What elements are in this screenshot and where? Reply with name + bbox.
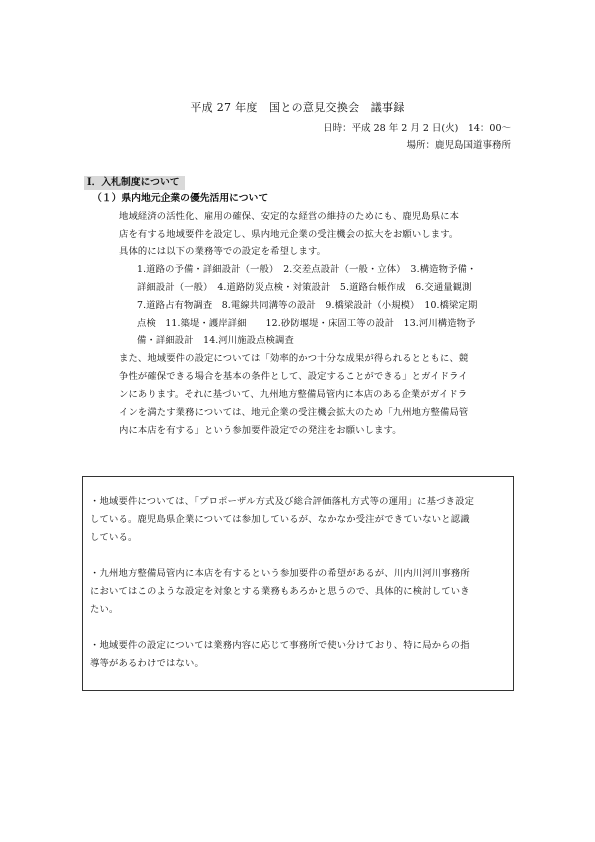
subsection-heading: （１）県内地元企業の優先活用について: [92, 193, 269, 204]
service-list-line: 7.道路占有物調査 8.電線共同溝等の設計 9.橋梁設計（小規模） 10.橋梁定期: [137, 300, 478, 311]
document-title: 平成 27 年度 国との意見交換会 議事録: [190, 101, 405, 114]
response-line: ・地域要件の設定については業務内容に応じて事務所で使い分けており、特に局からの指: [90, 640, 470, 651]
body-line: インを満たす業務については、地元企業の受注機会拡大のため「九州地方整備局管: [119, 407, 469, 418]
body-line: 地域経済の活性化、雇用の確保、安定的な経営の維持のためにも、鹿児島県に本: [119, 211, 460, 222]
service-list-line: 備・詳細設計 14.河川施設点検調査: [137, 335, 294, 346]
response-line: においてはこのような設定を対象とする業務もあろかと思うので、具体的に検討していき: [90, 586, 470, 597]
meeting-date: 日時：平成 28 年 2 月 2 日(火) 14：00～: [323, 123, 511, 134]
response-line: たい。: [90, 604, 119, 615]
meeting-place: 場所：鹿児島国道事務所: [406, 140, 511, 151]
body-line: 具体的には以下の業務等での設定を希望します。: [119, 246, 327, 257]
service-list-line: 詳細設計（一般） 4.道路防災点検・対策設計 5.道路台帳作成 6.交通量観測: [137, 282, 472, 293]
body-line: 店を有する地域要件を設定し、県内地元企業の受注機会の拡大をお願いします。: [119, 229, 459, 240]
body-line: 争性が確保できる場合を基本の条件として、設定することができる」とガイドライ: [119, 371, 468, 382]
section-heading: I．入札制度について: [84, 176, 185, 190]
body-line: ンにあります。それに基づいて、九州地方整備局管内に本店のある企業がガイドラ: [119, 389, 468, 400]
service-list-line: 点検 11.築堤・護岸詳細 12.砂防堰堤・床固工等の設計 13.河川構造物予: [137, 318, 476, 329]
body-line: また、地域要件の設定については「効率的かつ十分な成果が得られるとともに、競: [119, 353, 469, 364]
response-line: 導等があるわけではない。: [90, 658, 204, 669]
response-line: ・地域要件については、「プロポーザル方式及び総合評価落札方式等の運用」に基づき設定: [90, 496, 475, 507]
response-line: している。鹿児島県企業については参加しているが、なかなか受注ができていないと認識: [90, 514, 470, 525]
response-line: ・九州地方整備局管内に本店を有するという参加要件の希望があるが、川内川河川事務所: [90, 568, 470, 579]
body-line: 内に本店を有する」という参加要件設定での発注をお願いします。: [119, 425, 402, 436]
response-line: している。: [90, 532, 138, 543]
service-list-line: 1.道路の予備・詳細設計（一般） 2.交差点設計（一般・立体） 3.構造物予備・: [137, 264, 477, 275]
